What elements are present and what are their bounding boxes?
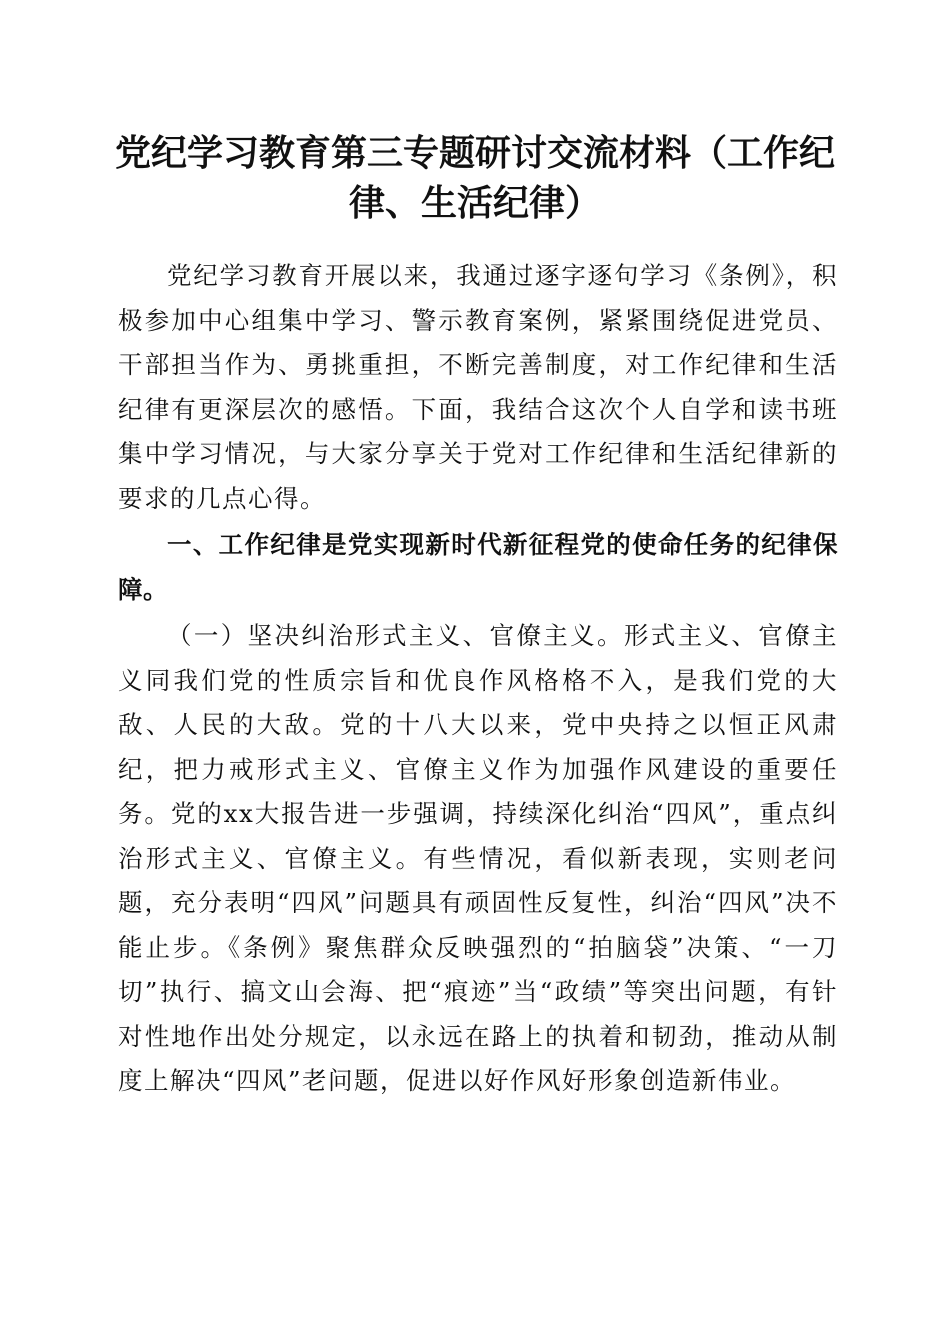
- subsection-text-1: 形式主义、官僚主义同我们党的性质宗旨和优良作风格格不入，是我们党的大敌、人民的大敌。党的十八大以来，党中央持之以恒正风肃纪，把力戒形式主义、官僚主义作为加强作风建设的重要任务。党的xx大报告进一步强调，持续深化纠治“四风”，重点纠治形式主义、官僚主义。有些情况，看似新表现，实则老问题，充分表明“四风”问题具有顽固性反复性，纠治“四风”决不能止步。《条例》聚焦群众反映强烈的“拍脑袋”决策、“一刀切”执行、搞文山会海、把“痕迹”当“政绩”等突出问题，有针对性地作出处分规定，以永远在路上的执着和韧劲，推动从制度上解决“四风”老问题，促进以好作风好形象创造新伟业。: [118, 621, 838, 1095]
- document-body: [118, 254, 838, 1104]
- intro-paragraph: 党纪学习教育开展以来，我通过逐字逐句学习《条例》，积极参加中心组集中学习、警示教育案例，紧紧围绕促进党员、干部担当作为、勇挑重担，不断完善制度，对工作纪律和生活纪律有更深层次的感悟。下面，我结合这次个人自学和读书班集中学习情况，与大家分享关于党对工作纪律和生活纪律新的要求的几点心得。: [118, 261, 838, 513]
- subsection-label-1: （一）坚决纠治形式主义、官僚主义。: [167, 621, 624, 650]
- subsection-paragraph-1: [118, 614, 838, 1104]
- section-heading-1: 一、工作纪律是党实现新时代新征程党的使命任务的纪律保障。: [118, 530, 838, 604]
- document-title: 党纪学习教育第三专题研讨交流材料（工作纪律、生活纪律）: [114, 132, 835, 224]
